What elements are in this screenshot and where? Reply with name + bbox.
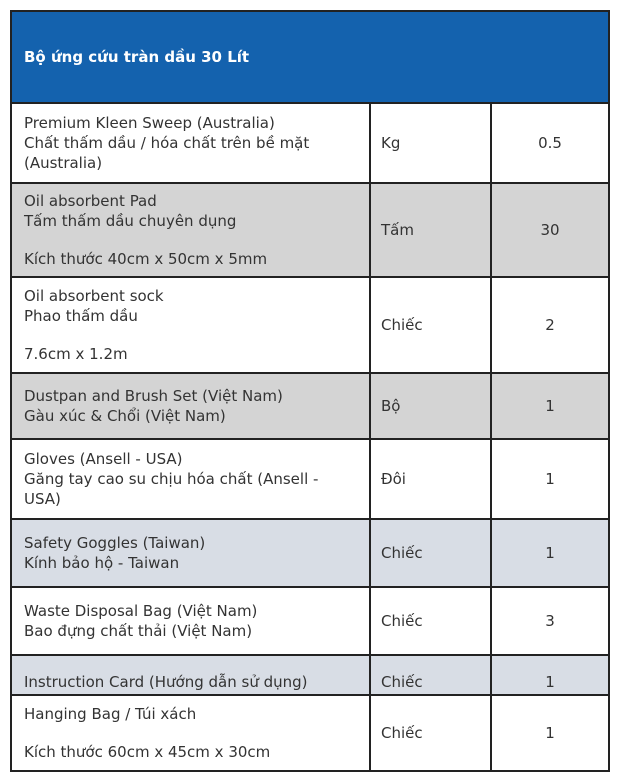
item-detail-line: Gàu xúc & Chổi (Việt Nam) xyxy=(24,407,226,425)
item-detail-line: Chất thấm dầu / hóa chất trên bề mặt (Australia) xyxy=(24,134,310,172)
item-detail-line: Găng tay cao su chịu hóa chất (Ansell - USA) xyxy=(24,470,319,508)
item-description xyxy=(12,440,371,518)
line-gap xyxy=(24,724,359,742)
item-quantity xyxy=(492,278,608,372)
item-quantity xyxy=(492,520,608,586)
item-quantity xyxy=(492,374,608,438)
line-gap xyxy=(24,326,359,344)
item-description xyxy=(12,104,371,182)
item-size-line: 7.6cm x 1.2m xyxy=(24,345,128,363)
unit-text: Chiếc xyxy=(381,724,423,742)
item-unit xyxy=(371,184,492,276)
quantity-text: 1 xyxy=(545,470,555,488)
item-detail-line: Phao thấm dầu xyxy=(24,307,138,325)
item-quantity xyxy=(492,696,608,770)
item-detail-line: Tấm thấm dầu chuyên dụng xyxy=(24,212,237,230)
table-row xyxy=(12,656,608,696)
unit-text: Kg xyxy=(381,134,401,152)
item-unit xyxy=(371,104,492,182)
table-row xyxy=(12,440,608,520)
item-name-line: Safety Goggles (Taiwan) xyxy=(24,534,206,552)
item-name-line: Waste Disposal Bag (Việt Nam) xyxy=(24,602,258,620)
table-row xyxy=(12,184,608,278)
unit-text: Đôi xyxy=(381,470,406,488)
item-name-line: Dustpan and Brush Set (Việt Nam) xyxy=(24,387,283,405)
item-detail-line: Bao đựng chất thải (Việt Nam) xyxy=(24,622,253,640)
item-detail-line: Kính bảo hộ - Taiwan xyxy=(24,554,180,572)
table-row xyxy=(12,104,608,184)
unit-text: Chiếc xyxy=(381,612,423,630)
item-unit xyxy=(371,374,492,438)
quantity-text: 30 xyxy=(540,221,560,239)
table-header xyxy=(12,12,608,104)
item-name-line: Oil absorbent Pad xyxy=(24,192,157,210)
item-description xyxy=(12,278,371,372)
quantity-text: 0.5 xyxy=(538,134,562,152)
item-unit xyxy=(371,588,492,654)
table-row xyxy=(12,520,608,588)
unit-text: Chiếc xyxy=(381,316,423,334)
table-row xyxy=(12,278,608,374)
item-unit xyxy=(371,520,492,586)
item-name-line: Instruction Card (Hướng dẫn sử dụng) xyxy=(24,673,308,691)
unit-text: Chiếc xyxy=(381,544,423,562)
table-row xyxy=(12,696,608,772)
unit-text: Bộ xyxy=(381,397,401,415)
item-quantity xyxy=(492,440,608,518)
unit-text: Chiếc xyxy=(381,673,423,691)
item-size-line: Kích thước 60cm x 45cm x 30cm xyxy=(24,743,271,761)
item-description xyxy=(12,656,371,694)
item-unit xyxy=(371,278,492,372)
item-quantity xyxy=(492,184,608,276)
item-unit xyxy=(371,696,492,770)
quantity-text: 2 xyxy=(545,316,555,334)
item-description xyxy=(12,374,371,438)
item-quantity xyxy=(492,104,608,182)
table-row xyxy=(12,588,608,656)
item-name-line: Oil absorbent sock xyxy=(24,287,164,305)
item-quantity xyxy=(492,656,608,694)
item-name-line: Hanging Bag / Túi xách xyxy=(24,705,197,723)
quantity-text: 3 xyxy=(545,612,555,630)
line-gap xyxy=(24,231,359,249)
quantity-text: 1 xyxy=(545,544,555,562)
item-description xyxy=(12,520,371,586)
kit-contents-table xyxy=(10,10,610,772)
item-description xyxy=(12,588,371,654)
unit-text: Tấm xyxy=(381,221,414,239)
item-name-line: Gloves (Ansell - USA) xyxy=(24,450,183,468)
item-unit xyxy=(371,440,492,518)
item-description xyxy=(12,184,371,276)
quantity-text: 1 xyxy=(545,673,555,691)
item-description xyxy=(12,696,371,770)
quantity-text: 1 xyxy=(545,397,555,415)
item-unit xyxy=(371,656,492,694)
item-name-line: Premium Kleen Sweep (Australia) xyxy=(24,114,275,132)
quantity-text: 1 xyxy=(545,724,555,742)
table-title: Bộ ứng cứu tràn dầu 30 Lít xyxy=(24,48,250,66)
table-row xyxy=(12,374,608,440)
item-size-line: Kích thước 40cm x 50cm x 5mm xyxy=(24,250,268,268)
item-quantity xyxy=(492,588,608,654)
